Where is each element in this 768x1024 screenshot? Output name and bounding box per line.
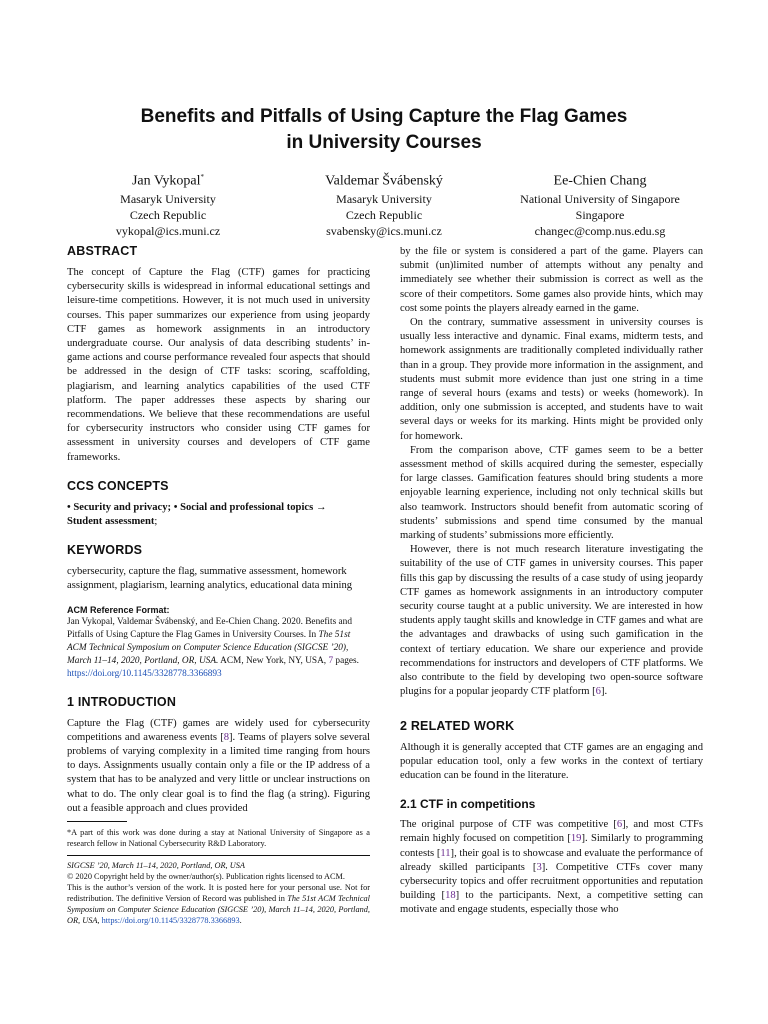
- ccs-item-social: • Social and professional topics →: [173, 501, 327, 513]
- ctf-text-2: ], and most CTFs remain highly focused on competition [: [400, 819, 703, 845]
- intro-p4-text-b: ].: [600, 686, 608, 698]
- ctf-text-4: ], their goal is to showcase and evaluate the performance of already skilled participants [: [400, 847, 703, 873]
- introduction-heading: 1 INTRODUCTION: [67, 694, 177, 709]
- citation-link[interactable]: 11: [440, 847, 451, 859]
- ccs-item-security: • Security and privacy;: [67, 501, 172, 513]
- author-affiliation: National University of Singapore: [520, 191, 680, 206]
- acm-ref-part3: pages.: [333, 655, 359, 666]
- author-email: svabensky@ics.muni.cz: [326, 223, 442, 238]
- citation-link[interactable]: 6: [595, 686, 601, 698]
- abstract-text: The concept of Capture the Flag (CTF) games for practicing cybersecurity skills is widespread in informal educational settings and leisure-time competitions. However, it is not much used in university courses. This paper summarizes our experience from using jeopardy CTF games as homework assignments in an introductory undergraduate course. Our analysis of data describing students’ in-game actions and course performance revealed four aspects that should be addressed in the design of CTF tasks: scoring, scaffolding, plagiarism, and learning analytics capabilities of the used CTF platform. The paper addresses these aspects by sharing our recommendations. We believe that these recommendations are useful for cybersecurity instructors who consider using CTF games for assessment in university courses and developers of CTF game frameworks.: [67, 267, 370, 463]
- ccs-concepts: [67, 501, 370, 529]
- author-country: Czech Republic: [129, 207, 207, 222]
- left-column: [67, 244, 370, 926]
- right-column: [400, 245, 703, 918]
- intro-text-a: Capture the Flag (CTF) games are widely used for cybersecurity competitions and awareness events [: [67, 717, 370, 743]
- copyright-venue: SIGCSE ’20, March 11–14, 2020, Portland, OR, USA: [67, 861, 245, 871]
- copyright-rule: [67, 855, 370, 856]
- author-country: Czech Republic: [345, 207, 423, 222]
- copyright-doi-link[interactable]: https://doi.org/10.1145/3328778.3366893: [101, 916, 240, 926]
- author-email: vykopal@ics.muni.cz: [115, 223, 221, 238]
- author-footnote-mark: *: [200, 173, 205, 181]
- author-email: changec@comp.nus.edu.sg: [534, 223, 666, 238]
- citation-link[interactable]: 6: [616, 819, 623, 831]
- author-country: Singapore: [575, 207, 625, 222]
- copyright-block: [67, 860, 370, 926]
- author-block: [60, 168, 708, 239]
- author-affiliation: Masaryk University: [120, 191, 216, 206]
- copyright-sep: ,: [97, 916, 102, 926]
- author-3: [492, 168, 708, 239]
- intro-continued-p2: On the contrary, summative assessment in university courses is usually less interactive and dynamic. Final exams, midterm tests, and homework assignments are traditionally completed individually rather than in a group. They provide more information in the assignment, and students must submit more evidence than just one string in a time range of several hours (exams and tests) or weeks (homework). In addition, only one submission is accepted, and students have to wait several days or weeks for its marking. Hints might be provided only for homework.: [400, 317, 703, 442]
- copyright-text: This is the author’s version of the work. It is posted here for your personal use. Not for redistribution. The definitive Version of Record was published in: [67, 883, 370, 904]
- title-line-2: in University Courses: [286, 132, 482, 153]
- author-affiliation: Masaryk University: [336, 191, 432, 206]
- acm-ref-venue: The 51st ACM Technical Symposium on Computer Science Education (SIGCSE ’20), March 11–14, 2020, Portland, OR, USA.: [67, 629, 351, 666]
- ctf-text-1: The original purpose of CTF was competitive [: [400, 819, 617, 831]
- citation-link[interactable]: 19: [570, 833, 582, 845]
- title-line-1: Benefits and Pitfalls of Using Capture the Flag Games: [140, 106, 628, 127]
- acm-reference-text: [67, 616, 370, 681]
- intro-text-b: ]. Teams of players solve several problems of varying complexity in a limited time ranging from hours to days. Assignments usually contain only a file or the IP address of a system that has to be analyzed and very little or unclear instructions on what to do. The only clear goal is to find the flag (a string). Figuring out a feasible approach and clues provided: [67, 731, 370, 814]
- acm-ref-doi-link[interactable]: https://doi.org/10.1145/3328778.3366893: [67, 668, 222, 679]
- author-name: Ee-Chien Chang: [553, 173, 647, 189]
- keywords-text: cybersecurity, capture the flag, summative assessment, homework assignment, plagiarism, learning analytics, educational data mining: [67, 566, 353, 592]
- author-1: [60, 168, 276, 239]
- ccs-heading: CCS CONCEPTS: [67, 478, 169, 493]
- author-name: Valdemar Švábenský: [325, 173, 443, 189]
- ctf-competitions-text: [400, 818, 703, 917]
- ccs-tail: ;: [154, 516, 158, 528]
- copyright-venue-full: The 51st ACM Technical Symposium on Computer Science Education (SIGCSE ’20), March 11–14, 2020, Portland, OR, USA: [67, 894, 370, 926]
- keywords-heading: KEYWORDS: [67, 543, 143, 558]
- intro-continued-p1: by the file or system is considered a part of the game. Players can submit (un)limited number of attempts without any penalty and immediately see whether their submission is correct as well as the score of their competitors. Some games also provide hints, which may cost some points the players already earned in the game.: [400, 246, 703, 314]
- ccs-item-assessment: Student assessment: [67, 516, 155, 528]
- citation-link[interactable]: 3: [536, 861, 542, 873]
- related-work-heading: 2 RELATED WORK: [400, 718, 515, 733]
- acm-ref-part2: ACM, New York, NY, USA,: [218, 655, 329, 666]
- footnote-rule: [67, 821, 127, 822]
- citation-link[interactable]: 8: [223, 731, 230, 743]
- paper-title: [0, 104, 768, 156]
- ctf-text-6: ] to the participants. Next, a competitive setting can motivate and engage students, especially those who: [400, 890, 703, 916]
- copyright-line: © 2020 Copyright held by the owner/author(s). Publication rights licensed to ACM.: [67, 872, 345, 882]
- citation-link[interactable]: 18: [445, 890, 456, 902]
- ctf-competitions-heading: 2.1 CTF in competitions: [400, 797, 536, 812]
- related-work-text: Although it is generally accepted that CTF games are an engaging and popular education tool, only a few works in the context of tertiary education can be found in the literature.: [400, 741, 703, 781]
- author-2: [276, 168, 492, 239]
- acm-ref-pages-link[interactable]: 7: [328, 655, 334, 666]
- ctf-text-3: ]. Similarly to programming contests [: [400, 833, 703, 859]
- intro-continued-p3: From the comparison above, CTF games seem to be a better assessment method of skills acquired during the semester, especially for large classes. Gamification features should bring students a more enjoyable learning experience, including not only technical skills but also teamwork. Instructors should benefit from automatic scoring of students’ submissions and spend time consumed by the manual marking of students’ submissions more efficiently.: [400, 444, 703, 542]
- intro-p4-text-a: However, there is not much research literature investigating the suitability of the use of CTF games in university courses. This paper fills this gap by discussing the results of a case study of using jeopardy CTF games as homework assignments in an introductory computer security course taught at a public university. We are interested in how students apply taught skills and knowledge in CTF games and what are the advantages and drawbacks of using such gamification in the context of tertiary education. We share our experience and provide recommendations for instructors and developers of CTF platforms. We also contribute to the field by developing two open-source software plugins for a popular jeopardy CTF platform [: [400, 544, 703, 698]
- introduction-text: [67, 717, 370, 816]
- footnote-text: *A part of this work was done during a stay at National University of Singapore as a research fellow in National Cybersecurity R&D Laboratory.: [67, 828, 370, 849]
- copyright-end: .: [239, 916, 242, 926]
- intro-continued-p4: [400, 543, 703, 699]
- ctf-text-5: ]. Competitive CTFs cover many cybersecurity topics and offer recruitment opportunities and reputation building [: [400, 861, 703, 902]
- acm-reference-heading: ACM Reference Format:: [67, 604, 170, 615]
- acm-ref-part1: Jan Vykopal, Valdemar Švábenský, and Ee-Chien Chang. 2020. Benefits and Pitfalls of Using Capture the Flag Games in University Courses. In: [67, 616, 352, 640]
- abstract-heading: ABSTRACT: [67, 244, 138, 258]
- author-name: Jan Vykopal: [131, 173, 201, 189]
